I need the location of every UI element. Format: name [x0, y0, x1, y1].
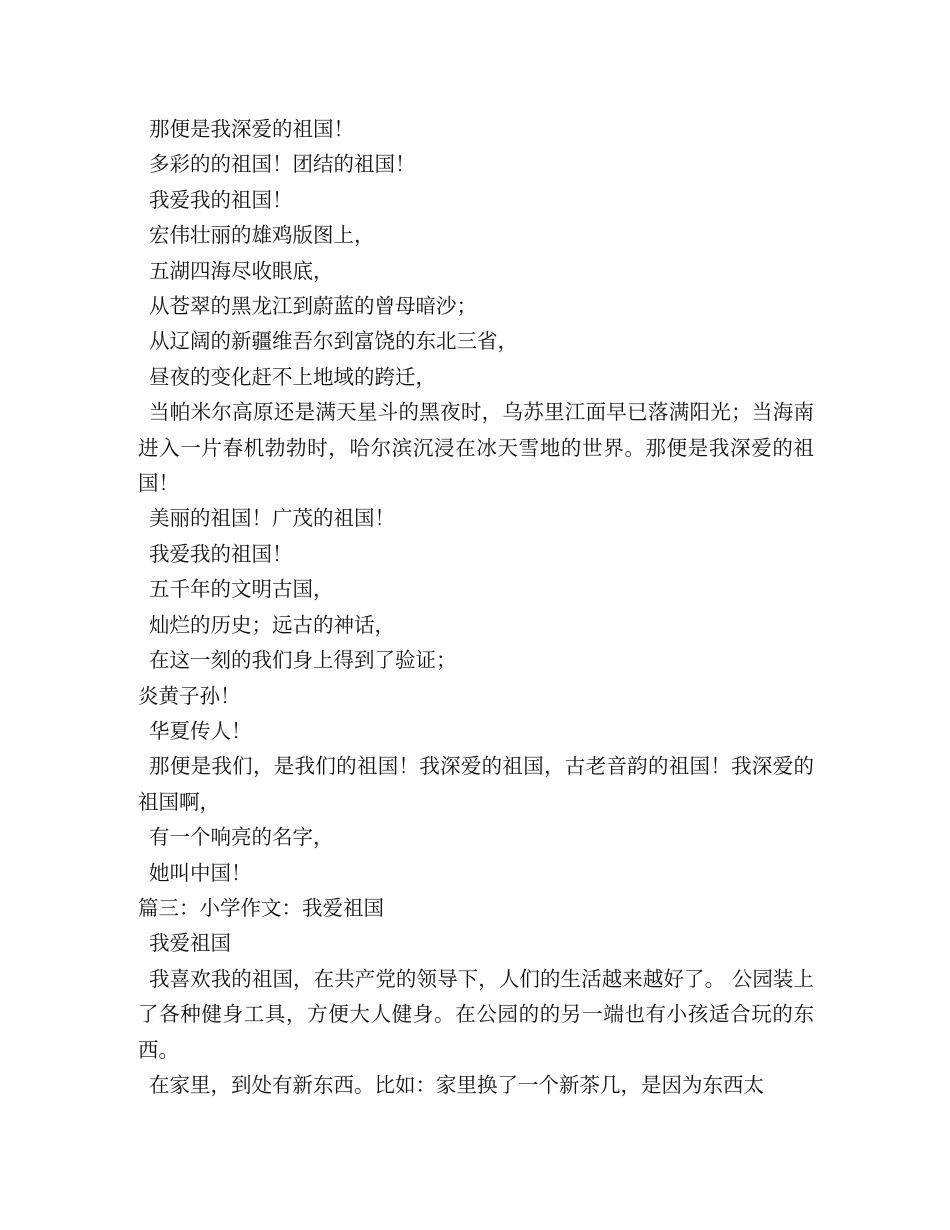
text-line: 在家里，到处有新东西。比如：家里换了一个新茶几，是因为东西太 — [149, 1072, 764, 1097]
text-line: 我爱我的祖国！ — [149, 541, 293, 566]
text-paragraph: 我喜欢我的祖国，在共产党的领导下，人们的生活越来越好了。 公园装上了各种健身工具，方便大人健身。在公园的的另一端也有小孩适合玩的东西。 — [138, 966, 814, 1062]
section-heading: 篇三：小学作文：我爱祖国 — [138, 895, 384, 920]
text-line: 从辽阔的新疆维吾尔到富饶的东北三省， — [149, 329, 518, 354]
text-line: 五千年的文明古国， — [149, 577, 334, 602]
text-line: 有一个响亮的名字， — [149, 825, 334, 850]
text-line: 在这一刻的我们身上得到了验证； — [149, 648, 457, 673]
text-line: 宏伟壮丽的雄鸡版图上， — [149, 223, 375, 248]
text-line: 华夏传人！ — [149, 718, 252, 743]
text-paragraph: 那便是我们，是我们的祖国！我深爱的祖国，古老音韵的祖国！我深爱的祖国啊， — [138, 754, 814, 814]
text-line: 昼夜的变化赶不上地域的跨迁， — [149, 364, 436, 389]
essay-title: 我爱祖国 — [149, 931, 231, 956]
text-line: 那便是我深爱的祖国！ — [149, 117, 354, 141]
text-line: 从苍翠的黑龙江到蔚蓝的曾母暗沙； — [149, 294, 477, 319]
document-body — [138, 112, 814, 1103]
text-line: 五湖四海尽收眼底， — [149, 258, 334, 283]
text-line: 我爱我的祖国！ — [149, 187, 293, 212]
text-paragraph: 当帕米尔高原还是满天星斗的黑夜时，乌苏里江面早已落满阳光；当海南进入一片春机勃勃时，哈尔滨沉浸在冰天雪地的世界。那便是我深爱的祖国！ — [138, 400, 814, 496]
text-line: 多彩的的祖国！团结的祖国！ — [149, 152, 416, 177]
text-line: 灿烂的历史；远古的神话， — [149, 612, 395, 637]
text-line: 炎黄子孙！ — [138, 683, 241, 708]
text-line: 美丽的祖国！广茂的祖国！ — [149, 506, 395, 531]
text-line: 她叫中国！ — [149, 860, 252, 885]
